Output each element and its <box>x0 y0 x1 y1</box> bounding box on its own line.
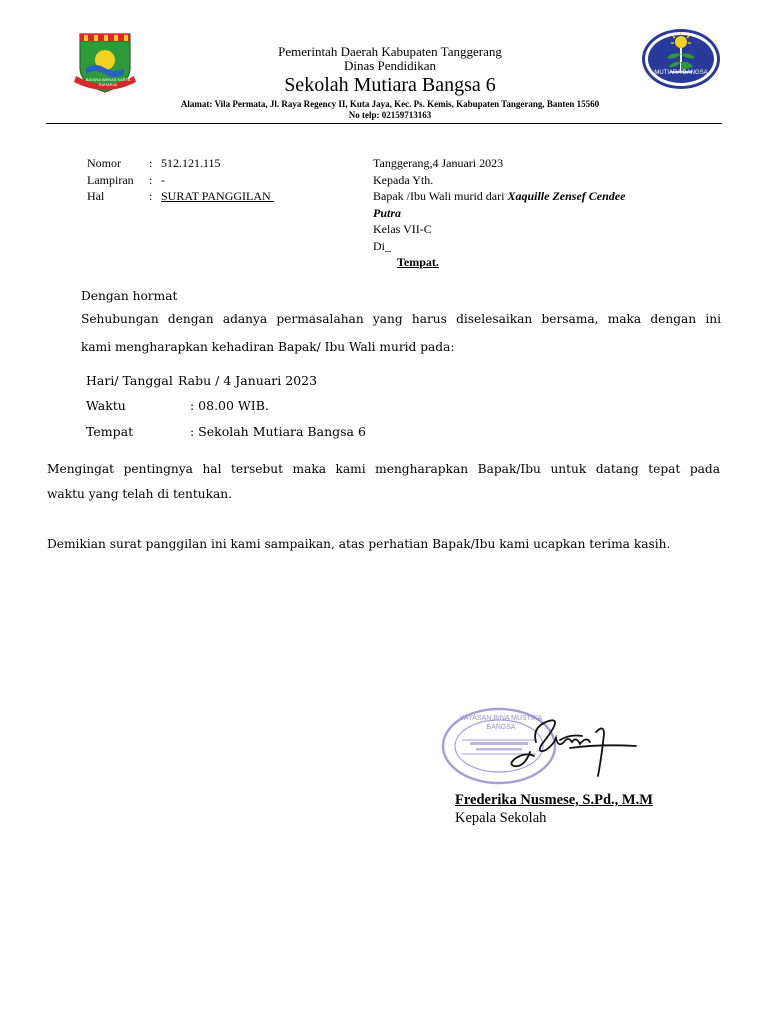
schedule-value: : Sekolah Mutiara Bangsa 6 <box>189 424 366 439</box>
government-line: Pemerintah Daerah Kabupaten Tanggerang <box>278 44 502 59</box>
student-name: Xaquille Zensef Cendee <box>507 189 626 203</box>
paragraph-2-line-2: waktu yang telah di tentukan. <box>47 487 233 501</box>
recipient-prefix: Bapak /Ibu Wali murid dari <box>373 189 508 203</box>
school-name: Sekolah Mutiara Bangsa 6 <box>284 74 496 96</box>
paragraph-1-line-2: kami mengharapkan kehadiran Bapak/ Ibu Wali murid pada: <box>81 340 455 354</box>
letter-date: Tanggerang,4 Januari 2023 <box>373 156 504 170</box>
signatory-title: Kepala Sekolah <box>455 810 547 826</box>
paragraph-1-line-1: Sehubungan dengan adanya permasalahan yang harus diselesaikan bersama, maka dengan ini <box>81 312 721 326</box>
schedule-label: Waktu <box>86 398 126 413</box>
letter-meta-right <box>373 155 673 271</box>
meta-colon: : <box>149 189 153 203</box>
meta-colon: : <box>149 172 153 187</box>
schedule-row-time <box>86 398 269 413</box>
meta-value: 512.121.115 <box>161 156 221 170</box>
meta-colon: : <box>149 156 153 170</box>
schedule-row-place <box>86 424 366 439</box>
di-line: Di_ <box>373 238 391 253</box>
letter-meta-left <box>87 155 274 205</box>
meta-row-hal <box>87 188 274 205</box>
right-logo-text: MUTIARA BANGSA <box>654 70 708 76</box>
recipient-line <box>373 188 673 205</box>
tempat-line: Tempat. <box>397 255 439 269</box>
closing-paragraph: Demikian surat panggilan ini kami sampaikan, atas perhatian Bapak/Ibu kami ucapkan terima kasih. <box>47 537 671 551</box>
student-class: Kelas VII-C <box>373 222 432 236</box>
left-logo-motto: BATARA WEKAS KARTA RAHARJA <box>85 77 131 87</box>
paragraph-2-line-1: Mengingat pentingnya hal tersebut maka kami mengharapkan Bapak/Ibu untuk datang tepat pada <box>47 462 720 476</box>
schedule-label: Tempat <box>86 424 134 439</box>
meta-label: Lampiran <box>87 172 134 187</box>
addressee-heading: Kepada Yth. <box>373 172 434 187</box>
greeting: Dengan hormat <box>81 289 178 303</box>
schedule-value: Rabu / 4 Januari 2023 <box>177 373 318 388</box>
school-address: Alamat: Vila Permata, Jl. Raya Regency II, Kuta Jaya, Kec. Ps. Kemis, Kabupaten Tangerang, Banten 15560 <box>180 99 600 109</box>
meta-label: Nomor <box>87 156 121 170</box>
student-name-continued: Putra <box>373 205 402 220</box>
department-line: Dinas Pendidikan <box>343 58 437 73</box>
stamp-text: YAYASAN BINA MUSTIKA BANGSA <box>459 715 543 731</box>
meta-label: Hal <box>87 189 105 203</box>
school-badge-logo <box>640 26 722 92</box>
handwritten-signature <box>500 712 640 788</box>
schedule-row-date <box>86 373 317 388</box>
meta-row-lampiran <box>87 172 274 189</box>
schedule-value: : 08.00 WIB. <box>189 398 269 413</box>
meta-value: - <box>161 172 165 187</box>
header-divider <box>46 123 722 124</box>
school-phone: No telp: 02159713163 <box>348 110 432 120</box>
schedule-label: Hari/ Tanggal <box>86 373 173 388</box>
signatory-name: Frederika Nusmese, S.Pd., M.M <box>455 792 653 808</box>
meta-row-nomor <box>87 155 274 172</box>
meta-subject: SURAT PANGGILAN <box>161 189 274 203</box>
